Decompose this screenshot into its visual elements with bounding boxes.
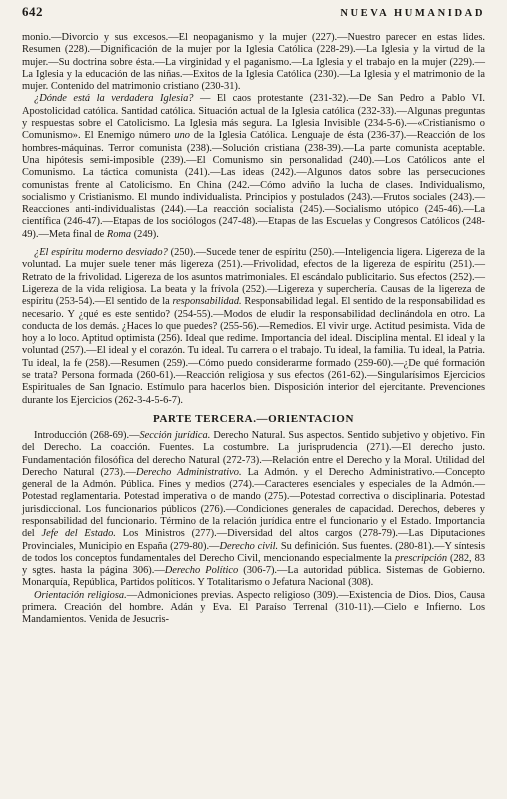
paragraph-introduccion: [22, 430, 485, 590]
page-body: [22, 32, 485, 627]
text-segment: Introducción (268-69).—: [34, 429, 140, 441]
text-segment: Su definición. Sus fuentes. (280-81).—Y síntesis de todos los conceptos fundamentales del Derecho Civil, mencionando especialmente la: [22, 540, 486, 564]
text-segment: de la Iglesia Católica. Lenguaje de ésta (236-37).—Reacción de los hombres-máquinas. Terror comunista (238).—Solución cristiana (238-39).—La parte comunista aceptable. Una hipótesis semi-imposible (239).—El Comunismo sin personalidad (240).—Los Católicos ante el Comunismo. La táctica comunista (241).—Las ideas (242).—Algunos datos sobre las persecuciones comunistas frente al Catolicismo. En China (242.—Cómo adviño la lucha de clases. Individualismo, socialismo y Cristianismo. El mundo individualista. Principios y postulados (243).—Frutos sociales (243).—Reacciones anti-individualistas (244).—La reacción socialista (245).—Socialismo utópico (245-46).—La científica (246-47).—Etapas de los sociólogos (247-48).—Etapas de las Escuelas y Congresos Católicos (248-49).—Meta final de: [22, 130, 485, 240]
italic-text-segment: Derecho Administrativo.: [135, 466, 242, 478]
italic-text-segment: Sección jurídica.: [139, 429, 211, 441]
page-header: [22, 4, 485, 30]
italic-text-segment: ¿Dónde está la verdadera Iglesia?: [34, 93, 194, 105]
text-segment: La Admón. y el Derecho Administrativo.—Concepto general de la Admón. Pública. Fines y medios (274).—Caracteres esenciales y especiales de la Admón.—Potestad reglamentaria. Potestad imperativa o de mando (275).—Potestad correctiva o disciplinaria. Potestad jurisdiccional. Los funcionarios públicos (276).—Condiciones generales de capacidad. Derechos, deberes y responsabilidad del funcionario. Término de la relación jurídica entre el funcionario y el Estado. Importancia del: [22, 466, 485, 540]
paragraph-espiritu-moderno: [22, 247, 485, 407]
text-segment: (282, 83 y sgtes. hasta la página 306).—: [22, 552, 485, 577]
text-segment: —Admoniciones previas. Aspecto religioso (309).—Existencia de Dios. Dios, Causa primera. Creación del hombre. Adán y Eva. El Paraíso Terrenal (310-11).—Cielo e Infierno. Los Mandamientos. Venida de Jesucris-: [22, 589, 485, 626]
italic-text-segment: Jefe del Estado.: [41, 528, 116, 540]
text-segment: — El caos protestante (231-32).—De San Pedro a Pablo VI. Apostolicidad católica. Santidad católica. Situación actual de la Iglesia católica (232-33).—Algunas preguntas y respuestas sobre el Catolicismo. La Iglesia más segura. La Iglesia Invisible (234-5-6).—«Cristianismo o Comunismo». El Enemigo número: [22, 93, 486, 142]
paragraph-iglesia: [22, 93, 485, 241]
italic-text-segment: prescripción: [394, 552, 448, 564]
text-segment: (249).: [131, 228, 159, 240]
running-title: NUEVA HUMANIDAD: [340, 8, 485, 19]
italic-text-segment: Derecho civil.: [219, 540, 279, 552]
text-segment: (250).—Sucede tener de espíritu (250).—Inteligencia ligera. Ligereza de la voluntad. La mujer suele tener más ligereza (251).—Frivolidad, efectos de la ligereza de espíritu (251).—Retrato de la frivolidad. Ligereza de los asuntos matrimoniales. El escándalo publicitario. Sus efectos (252).—Ligereza de la vida religiosa. La beata y la frívola (252).—Ligereza y superchería. Causas de la ligereza de espíritu (253-54).—El sentido de la: [22, 247, 485, 308]
text-segment: Derecho Natural. Sus aspectos. Sentido subjetivo y objetivo. Fin del Derecho. La coacción. Fuentes. La costumbre. La jurisprudencia (271).—El derecho justo. Fundamentación filosófica del derecho Natural (272-73).—Relación entre el Derecho y la Moral. Utilidad del Derecho Natural (273).—: [22, 429, 486, 478]
italic-text-segment: responsabilidad.: [172, 296, 242, 308]
text-segment: (306-7).—La autoridad pública. Sistemas de Gobierno. Monarquía, República, Partidos políticos. Y Totalitarismo o Jefatura Nacional (308).: [22, 565, 485, 589]
text-segment: Responsabilidad legal. El sentido de la responsabilidad es necesario. Y ¿qué es este sentido? (254-55).—Modos de eludir la responsabilidad declinándola en otro. La conducta de los demás. ¿Haces lo que puedes? (255-56).—Remedios. El vivir urge. Actitud pesimista. Vida de hoy a lo loco. Aptitud optimista (256). Ideal que redime. Importancia del ideal. Disciplina mental. El ideal y la voluntad (257).—El ideal y el corazón. Tu ideal. Tu carrera o el trabajo. Tu ideal, la familia. Tu ideal, la Patria. Tu ideal, la fe (258).—Resumen (259).—Cómo puedo considerarme formado (259-60).—¿De qué formación se trata? Persona formada (260-61).—Reacción religiosa y sus efectos (261-62).—Singularísimos Ejercicios Espirituales de San Ignacio. Estímulo para hacerlos bien. Disposición interior del ejercitante. Prevenciones durante los Ejercicios (262-3-4-5-6-7).: [22, 296, 485, 406]
paragraph-orientacion-religiosa: [22, 590, 485, 627]
section-heading: PARTE TERCERA.—ORIENTACION: [152, 412, 354, 425]
italic-text-segment: Derecho Político: [164, 565, 239, 577]
paragraph-continuation: [22, 32, 485, 93]
italic-text-segment: Roma: [106, 228, 132, 240]
italic-text-segment: uno: [174, 130, 190, 142]
italic-text-segment: ¿El espíritu moderno desviado?: [34, 247, 168, 259]
italic-text-segment: Orientación religiosa.: [34, 589, 127, 601]
text-segment: monio.—Divorcio y sus excesos.—El neopaganismo y la mujer (227).—Nuestro parecer en estas lides. Resumen (228).—Dignificación de la mujer por la Iglesia Católica (228-29).—La Iglesia y la virtud de la mujer.—Su doctrina sobre ésta.—La virginidad y el paganismo.—La Iglesia y el trabajo en la mujer (229).—La Iglesia y la educación de las niñas.—Exitos de la Iglesia Católica (230).—La Iglesia y el matrimonio de la mujer. Contenido del matrimonio cristiano (230-31).: [22, 32, 485, 93]
page-number: 642: [22, 4, 43, 19]
text-segment: Los Ministros (277).—Diversidad del altos cargos (278-79).—Las Diputaciones Provinciales, Municipio en España (279-80).—: [22, 528, 485, 552]
